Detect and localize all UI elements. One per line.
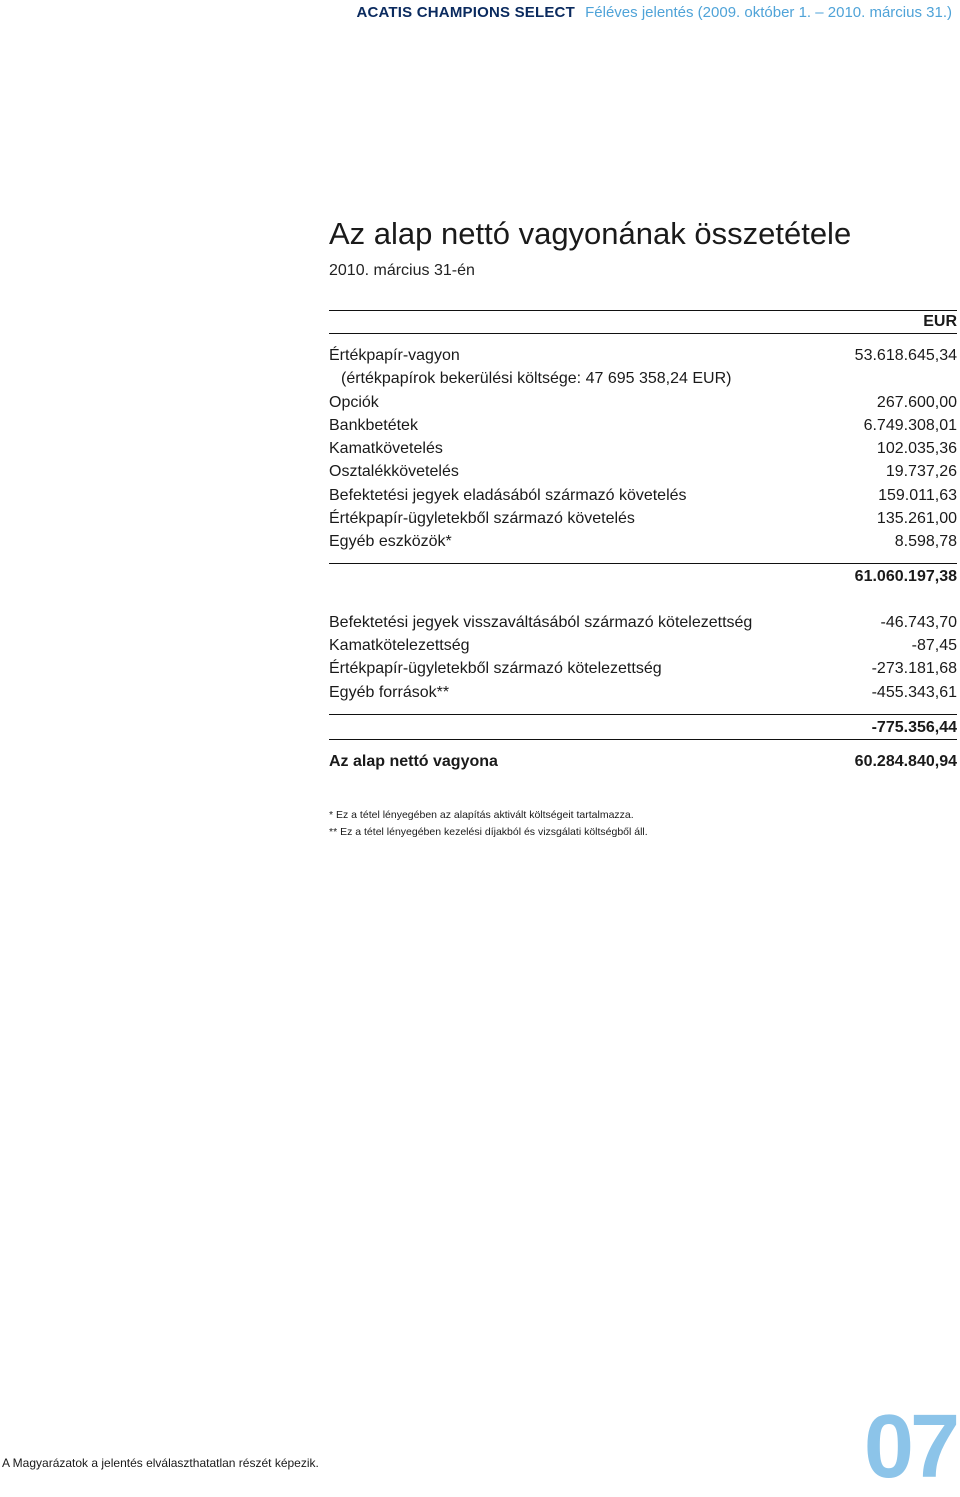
- section-title: Az alap nettó vagyonának összetétele: [329, 216, 852, 251]
- liability-row: [329, 681, 957, 704]
- asset-value: 53.618.645,34: [854, 347, 957, 364]
- liability-row: [329, 634, 957, 657]
- assets-subtotal: 61.060.197,38: [854, 568, 957, 585]
- asset-label: Kamatkövetelés: [329, 440, 443, 457]
- asset-value: 19.737,26: [885, 463, 957, 480]
- liability-row: [329, 611, 957, 634]
- assets-subtotal-rule: [329, 563, 957, 564]
- header-rule: [329, 333, 957, 334]
- liability-label: Kamatkötelezettség: [329, 637, 470, 654]
- liability-value: -273.181,68: [871, 660, 957, 677]
- asset-value: 159.011,63: [878, 487, 957, 504]
- liability-value: -455.343,61: [871, 684, 957, 701]
- net-assets-row: [329, 750, 957, 773]
- asset-label: Értékpapír-ügyletekből származó követelés: [329, 510, 635, 527]
- asset-label: Bankbetétek: [329, 417, 418, 434]
- asset-row: [329, 460, 957, 483]
- asset-label: Egyéb eszközök*: [329, 533, 452, 550]
- currency-header-row: [329, 310, 957, 333]
- asset-value: 6.749.308,01: [863, 417, 957, 434]
- liability-value: -46.743,70: [880, 614, 957, 631]
- liability-label: Egyéb források**: [329, 684, 450, 701]
- section-date: 2010. március 31-én: [329, 262, 475, 279]
- net-assets-label: Az alap nettó vagyona: [329, 753, 498, 770]
- asset-row: [329, 344, 957, 367]
- liabilities-subtotal: -775.356,44: [871, 719, 957, 736]
- asset-label: Opciók: [329, 394, 379, 411]
- asset-value: 8.598,78: [894, 533, 957, 550]
- liabilities-subtotal-rule: [329, 714, 957, 715]
- asset-row: [329, 484, 957, 507]
- liability-label: Értékpapír-ügyletekből származó kötelezettség: [329, 660, 662, 677]
- asset-note-row: [329, 367, 957, 390]
- asset-row: [329, 507, 957, 530]
- footnote: * Ez a tétel lényegében az alapítás aktivált költségeit tartalmazza.: [329, 809, 634, 821]
- asset-row: [329, 530, 957, 553]
- liability-value: -87,45: [911, 637, 957, 654]
- asset-row: [329, 437, 957, 460]
- footer-note: A Magyarázatok a jelentés elválaszthatatlan részét képezik.: [2, 1456, 319, 1470]
- report-period: Féléves jelentés (2009. október 1. – 2010. március 31.): [585, 4, 952, 21]
- liability-row: [329, 657, 957, 680]
- page-header: [356, 4, 952, 21]
- asset-label: Osztalékkövetelés: [329, 463, 459, 480]
- net-assets-value: 60.284.840,94: [854, 753, 957, 770]
- asset-value: 102.035,36: [876, 440, 957, 457]
- asset-label: Értékpapír-vagyon: [329, 347, 460, 364]
- asset-row: [329, 391, 957, 414]
- currency-label: EUR: [923, 313, 957, 330]
- asset-value: 135.261,00: [876, 510, 957, 527]
- liabilities-subtotal-row: [329, 716, 957, 739]
- footnote: ** Ez a tétel lényegében kezelési díjakból és vizsgálati költségből áll.: [329, 826, 648, 838]
- asset-label: Befektetési jegyek eladásából származó követelés: [329, 487, 687, 504]
- page-number: 07: [863, 1397, 956, 1497]
- liability-label: Befektetési jegyek visszaváltásából származó kötelezettség: [329, 614, 753, 631]
- net-assets-rule: [329, 739, 957, 740]
- assets-subtotal-row: [329, 565, 957, 588]
- asset-row: [329, 414, 957, 437]
- asset-value: 267.600,00: [876, 394, 957, 411]
- fund-name: ACATIS CHAMPIONS SELECT: [356, 4, 575, 21]
- asset-note: (értékpapírok bekerülési költsége: 47 695 358,24 EUR): [341, 370, 732, 387]
